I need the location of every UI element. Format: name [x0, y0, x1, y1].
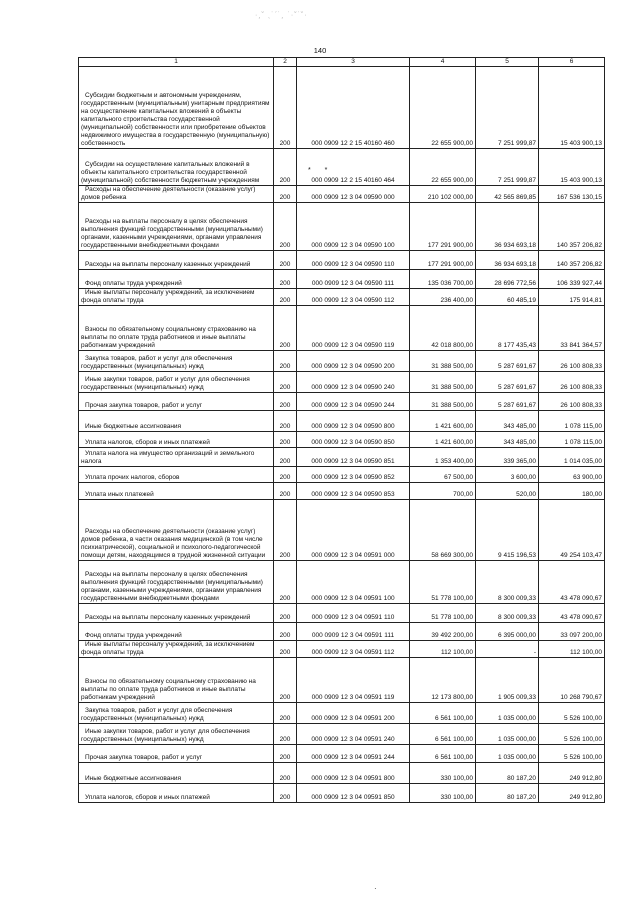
- row-budget-code: 000 0909 12 3 04 09590 851: [297, 448, 410, 467]
- row-executed-amount: 8 300 009,33: [476, 561, 539, 604]
- row-name: Иные закупки товаров, работ и услуг для обеспечения государственных (муниципальных) нужд: [79, 724, 274, 745]
- row-line-code: 200: [274, 448, 297, 467]
- row-budget-code: 000 0909 12 3 04 09590 240: [297, 372, 410, 393]
- row-approved-amount: 6 561 100,00: [410, 703, 476, 724]
- row-approved-amount: 1 421 600,00: [410, 411, 476, 432]
- scan-artifacts: ·¸˘ ˎ˙ˊ˙¸ ˙·˘˙˘·: [255, 12, 308, 19]
- row-budget-code: 000 0909 12 3 04 09590 850: [297, 432, 410, 448]
- row-executed-amount: 343 485,00: [476, 411, 539, 432]
- row-executed-amount: 339 365,00: [476, 448, 539, 467]
- row-budget-code: 000 0909 12 3 04 09590 800: [297, 411, 410, 432]
- row-line-code: 200: [274, 411, 297, 432]
- row-budget-code: 000 0909 12 3 04 09590 244: [297, 393, 410, 411]
- table-row: [79, 251, 605, 270]
- column-header: 6: [539, 58, 605, 67]
- row-executed-amount: 5 287 691,67: [476, 393, 539, 411]
- row-line-code: 200: [274, 623, 297, 641]
- table-body: [79, 67, 605, 803]
- row-unexecuted-amount: 5 526 100,00: [539, 724, 605, 745]
- row-approved-amount: 6 561 100,00: [410, 745, 476, 763]
- row-budget-code: 000 0909 12 3 04 09590 111: [297, 270, 410, 289]
- table-row: [79, 658, 605, 703]
- row-executed-amount: 343 485,00: [476, 432, 539, 448]
- table-row: [79, 448, 605, 467]
- table-row: [79, 393, 605, 411]
- row-executed-amount: 28 696 772,56: [476, 270, 539, 289]
- row-budget-code: 000 0909 12 3 04 09590 000: [297, 186, 410, 203]
- row-name: Расходы на обеспечение деятельности (оказание услуг) домов ребенка, в части оказания медицинской (в том числе психиатрической), социальной и психолого-педагогической помощи детям, находящимся в трудной жизненной ситуации: [79, 500, 274, 561]
- row-approved-amount: 6 561 100,00: [410, 724, 476, 745]
- row-unexecuted-amount: 26 100 808,33: [539, 372, 605, 393]
- row-line-code: 200: [274, 763, 297, 784]
- row-executed-amount: 6 395 000,00: [476, 623, 539, 641]
- table-row: [79, 500, 605, 561]
- row-name: Иные выплаты персоналу учреждений, за исключением фонда оплаты труда: [79, 289, 274, 306]
- row-budget-code: 000 0909 12 3 04 09591 240: [297, 724, 410, 745]
- row-budget-code: 000 0909 12 3 04 09591 111: [297, 623, 410, 641]
- row-unexecuted-amount: 5 526 100,00: [539, 745, 605, 763]
- row-executed-amount: 5 287 691,67: [476, 372, 539, 393]
- row-approved-amount: 31 388 500,00: [410, 372, 476, 393]
- row-unexecuted-amount: 33 097 200,00: [539, 623, 605, 641]
- row-line-code: 200: [274, 372, 297, 393]
- row-name: Иные выплаты персоналу учреждений, за исключением фонда оплаты труда: [79, 641, 274, 658]
- row-line-code: 200: [274, 186, 297, 203]
- column-header: 3: [297, 58, 410, 67]
- scan-marks: * *: [308, 167, 334, 174]
- row-unexecuted-amount: 175 914,81: [539, 289, 605, 306]
- row-unexecuted-amount: 106 339 927,44: [539, 270, 605, 289]
- row-name: Взносы по обязательному социальному страхованию на выплаты по оплате труда работников и иные выплаты работникам учреждений: [79, 306, 274, 351]
- row-executed-amount: 80 187,20: [476, 784, 539, 803]
- row-executed-amount: 42 565 869,85: [476, 186, 539, 203]
- row-budget-code: 000 0909 12 3 04 09591 100: [297, 561, 410, 604]
- row-name: Расходы на выплаты персоналу в целях обеспечения выполнения функций государственными (муниципальными) органами, казенными учреждениями, органами управления государственными внебюджетными фондами: [79, 561, 274, 604]
- row-budget-code: 000 0909 12 3 04 09590 853: [297, 483, 410, 500]
- table-row: [79, 561, 605, 604]
- row-name: Фонд оплаты труда учреждений: [79, 270, 274, 289]
- row-budget-code: 000 0909 12 3 04 09590 100: [297, 203, 410, 251]
- row-executed-amount: -: [476, 641, 539, 658]
- row-executed-amount: 1 035 000,00: [476, 724, 539, 745]
- row-unexecuted-amount: 112 100,00: [539, 641, 605, 658]
- row-budget-code: 000 0909 12 3 04 09590 119: [297, 306, 410, 351]
- row-unexecuted-amount: 26 100 808,33: [539, 351, 605, 372]
- row-name: Фонд оплаты труда учреждений: [79, 623, 274, 641]
- row-name: Закупка товаров, работ и услуг для обеспечения государственных (муниципальных) нужд: [79, 351, 274, 372]
- row-unexecuted-amount: 63 900,00: [539, 467, 605, 483]
- row-line-code: 200: [274, 500, 297, 561]
- row-unexecuted-amount: 26 100 808,33: [539, 393, 605, 411]
- table-row: [79, 703, 605, 724]
- row-name: Расходы на выплаты персоналу казенных учреждений: [79, 604, 274, 623]
- scan-dot: ·: [374, 884, 377, 893]
- row-unexecuted-amount: 140 357 206,82: [539, 203, 605, 251]
- column-header: 5: [476, 58, 539, 67]
- row-line-code: 200: [274, 270, 297, 289]
- row-unexecuted-amount: 1 078 115,00: [539, 432, 605, 448]
- row-line-code: 200: [274, 658, 297, 703]
- table-row: [79, 483, 605, 500]
- table-row: [79, 745, 605, 763]
- row-budget-code: 000 0909 12 3 04 09591 244: [297, 745, 410, 763]
- row-budget-code: 000 0909 12 3 04 09591 112: [297, 641, 410, 658]
- row-budget-code: 000 0909 12 3 04 09591 800: [297, 763, 410, 784]
- row-unexecuted-amount: 15 403 900,13: [539, 149, 605, 186]
- table-row: [79, 306, 605, 351]
- row-executed-amount: 36 934 693,18: [476, 251, 539, 270]
- table-row: [79, 724, 605, 745]
- row-unexecuted-amount: 1 078 115,00: [539, 411, 605, 432]
- row-line-code: 200: [274, 393, 297, 411]
- table-row: [79, 623, 605, 641]
- column-header: 1: [79, 58, 274, 67]
- table-row: [79, 411, 605, 432]
- row-name: Субсидии на осуществление капитальных вложений в объекты капитального строительства государственной (муниципальной) собственности бюджетным учреждениям: [79, 149, 274, 186]
- row-line-code: 200: [274, 467, 297, 483]
- budget-execution-table: [78, 57, 605, 803]
- row-unexecuted-amount: 15 403 900,13: [539, 67, 605, 149]
- row-executed-amount: 5 287 691,67: [476, 351, 539, 372]
- row-approved-amount: 22 655 900,00: [410, 67, 476, 149]
- row-name: Расходы на выплаты персоналу в целях обеспечения выполнения функций государственными (муниципальными) органами, казенными учреждениями, органами управления государственными внебюджетными фондами: [79, 203, 274, 251]
- row-approved-amount: 177 291 900,00: [410, 203, 476, 251]
- row-name: Иные закупки товаров, работ и услуг для обеспечения государственных (муниципальных) нужд: [79, 372, 274, 393]
- row-executed-amount: 520,00: [476, 483, 539, 500]
- row-approved-amount: 700,00: [410, 483, 476, 500]
- row-name: Взносы по обязательному социальному страхованию на выплаты по оплате труда работников и иные выплаты работникам учреждений: [79, 658, 274, 703]
- row-approved-amount: 51 778 100,00: [410, 604, 476, 623]
- row-approved-amount: 210 102 000,00: [410, 186, 476, 203]
- row-approved-amount: 58 669 300,00: [410, 500, 476, 561]
- row-unexecuted-amount: 49 254 103,47: [539, 500, 605, 561]
- table-row: [79, 763, 605, 784]
- row-unexecuted-amount: 249 912,80: [539, 763, 605, 784]
- row-approved-amount: 31 388 500,00: [410, 393, 476, 411]
- row-approved-amount: 42 018 800,00: [410, 306, 476, 351]
- row-budget-code: 000 0909 12 2 15 40160 460: [297, 67, 410, 149]
- row-name: Уплата иных платежей: [79, 483, 274, 500]
- row-unexecuted-amount: 1 014 035,00: [539, 448, 605, 467]
- row-budget-code: 000 0909 12 3 04 09590 112: [297, 289, 410, 306]
- row-budget-code: 000 0909 12 3 04 09591 850: [297, 784, 410, 803]
- row-executed-amount: 7 251 999,87: [476, 149, 539, 186]
- row-unexecuted-amount: 180,00: [539, 483, 605, 500]
- row-line-code: 200: [274, 306, 297, 351]
- row-budget-code: 000 0909 12 3 04 09591 200: [297, 703, 410, 724]
- row-name: Закупка товаров, работ и услуг для обеспечения государственных (муниципальных) нужд: [79, 703, 274, 724]
- row-approved-amount: 135 036 700,00: [410, 270, 476, 289]
- row-name: Иные бюджетные ассигнования: [79, 411, 274, 432]
- row-name: Расходы на обеспечение деятельности (оказание услуг) домов ребенка: [79, 186, 274, 203]
- row-budget-code: 000 0909 12 3 04 09590 200: [297, 351, 410, 372]
- row-executed-amount: 60 485,19: [476, 289, 539, 306]
- row-line-code: 200: [274, 745, 297, 763]
- row-approved-amount: 177 291 900,00: [410, 251, 476, 270]
- row-executed-amount: 7 251 999,87: [476, 67, 539, 149]
- row-line-code: 200: [274, 203, 297, 251]
- row-line-code: 200: [274, 483, 297, 500]
- table-row: [79, 203, 605, 251]
- row-name: Прочая закупка товаров, работ и услуг: [79, 393, 274, 411]
- row-approved-amount: 236 400,00: [410, 289, 476, 306]
- row-approved-amount: 330 100,00: [410, 784, 476, 803]
- column-header: 2: [274, 58, 297, 67]
- row-executed-amount: 8 300 009,33: [476, 604, 539, 623]
- row-name: Иные бюджетные ассигнования: [79, 763, 274, 784]
- row-approved-amount: 22 655 900,00: [410, 149, 476, 186]
- table-row: [79, 604, 605, 623]
- row-executed-amount: 1 035 000,00: [476, 745, 539, 763]
- row-executed-amount: 3 600,00: [476, 467, 539, 483]
- column-number-row: [79, 58, 605, 67]
- column-header: 4: [410, 58, 476, 67]
- row-unexecuted-amount: 167 536 130,15: [539, 186, 605, 203]
- row-approved-amount: 1 421 600,00: [410, 432, 476, 448]
- row-name: Уплата налогов, сборов и иных платежей: [79, 784, 274, 803]
- row-executed-amount: 80 187,20: [476, 763, 539, 784]
- table-row: [79, 351, 605, 372]
- row-line-code: 200: [274, 351, 297, 372]
- row-unexecuted-amount: 5 526 100,00: [539, 703, 605, 724]
- row-unexecuted-amount: 140 357 206,82: [539, 251, 605, 270]
- row-unexecuted-amount: 10 268 790,67: [539, 658, 605, 703]
- row-line-code: 200: [274, 149, 297, 186]
- row-executed-amount: 9 415 196,53: [476, 500, 539, 561]
- row-budget-code: 000 0909 12 2 15 40160 464: [297, 149, 410, 186]
- table-row: [79, 67, 605, 149]
- table-row: [79, 270, 605, 289]
- row-line-code: 200: [274, 67, 297, 149]
- row-budget-code: 000 0909 12 3 04 09591 119: [297, 658, 410, 703]
- row-approved-amount: 1 353 400,00: [410, 448, 476, 467]
- row-line-code: 200: [274, 724, 297, 745]
- row-executed-amount: 1 035 000,00: [476, 703, 539, 724]
- row-approved-amount: 51 778 100,00: [410, 561, 476, 604]
- row-name: Прочая закупка товаров, работ и услуг: [79, 745, 274, 763]
- row-approved-amount: 112 100,00: [410, 641, 476, 658]
- row-budget-code: 000 0909 12 3 04 09591 110: [297, 604, 410, 623]
- row-unexecuted-amount: 249 912,80: [539, 784, 605, 803]
- row-executed-amount: 1 905 009,33: [476, 658, 539, 703]
- table-row: [79, 149, 605, 186]
- row-line-code: 200: [274, 251, 297, 270]
- row-name: Уплата налога на имущество организаций и земельного налога: [79, 448, 274, 467]
- table-row: [79, 641, 605, 658]
- row-unexecuted-amount: 43 478 090,67: [539, 561, 605, 604]
- row-name: Уплата прочих налогов, сборов: [79, 467, 274, 483]
- row-approved-amount: 67 500,00: [410, 467, 476, 483]
- row-approved-amount: 330 100,00: [410, 763, 476, 784]
- row-line-code: 200: [274, 703, 297, 724]
- row-line-code: 200: [274, 641, 297, 658]
- row-line-code: 200: [274, 784, 297, 803]
- table-row: [79, 432, 605, 448]
- row-line-code: 200: [274, 561, 297, 604]
- row-name: Субсидии бюджетным и автономным учреждениям, государственным (муниципальным) унитарным предприятиям на осуществление капитальных вложений в объекты капитального строительства государственной (муниципальной) собственности или приобретение объектов недвижимого имущества в государственную (муниципальную) собственность: [79, 67, 274, 149]
- table-row: [79, 467, 605, 483]
- row-approved-amount: 31 388 500,00: [410, 351, 476, 372]
- table-row: [79, 289, 605, 306]
- page-number: 140: [313, 46, 327, 55]
- row-name: Уплата налогов, сборов и иных платежей: [79, 432, 274, 448]
- row-name: Расходы на выплаты персоналу казенных учреждений: [79, 251, 274, 270]
- row-line-code: 200: [274, 604, 297, 623]
- row-unexecuted-amount: 43 478 090,67: [539, 604, 605, 623]
- row-budget-code: 000 0909 12 3 04 09591 000: [297, 500, 410, 561]
- row-executed-amount: 36 934 693,18: [476, 203, 539, 251]
- row-line-code: 200: [274, 432, 297, 448]
- row-line-code: 200: [274, 289, 297, 306]
- row-unexecuted-amount: 33 841 364,57: [539, 306, 605, 351]
- row-executed-amount: 8 177 435,43: [476, 306, 539, 351]
- table-row: [79, 186, 605, 203]
- table-row: [79, 784, 605, 803]
- table-row: [79, 372, 605, 393]
- row-budget-code: 000 0909 12 3 04 09590 110: [297, 251, 410, 270]
- row-approved-amount: 39 492 200,00: [410, 623, 476, 641]
- row-approved-amount: 12 173 800,00: [410, 658, 476, 703]
- row-budget-code: 000 0909 12 3 04 09590 852: [297, 467, 410, 483]
